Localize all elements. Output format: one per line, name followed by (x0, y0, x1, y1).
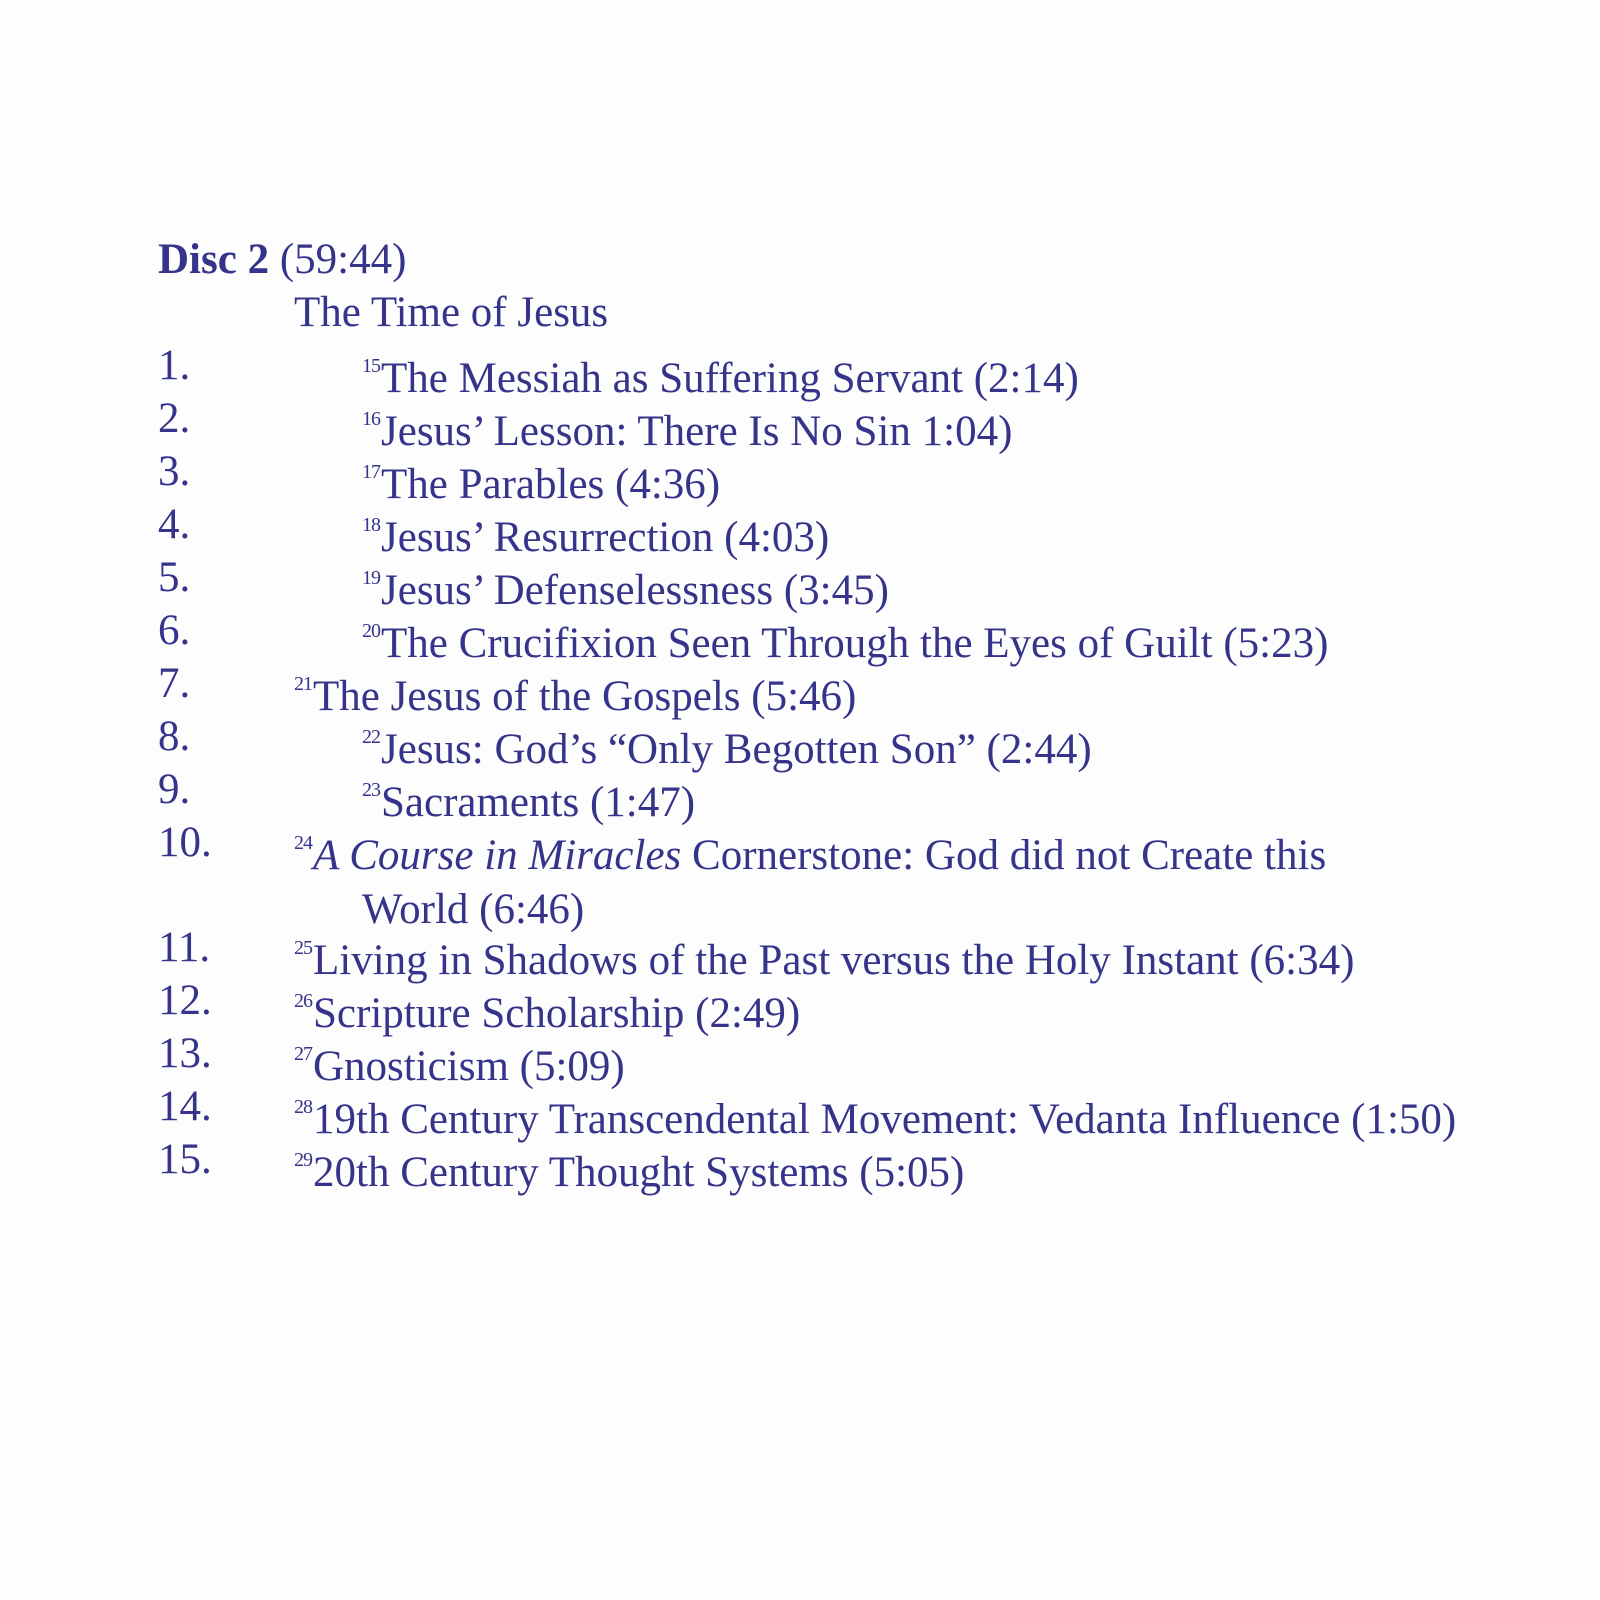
track-title: Jesus’ Resurrection (4:03) (381, 514, 830, 561)
track-title: 19th Century Transcendental Movement: Vedanta Influence (1:50) (313, 1096, 1457, 1143)
track-title: 20th Century Thought Systems (5:05) (313, 1149, 965, 1196)
track-title: The Parables (4:36) (381, 461, 721, 508)
track-number: 9. (158, 766, 191, 813)
footnote-marker: 29 (294, 1149, 312, 1171)
track-number: 8. (158, 713, 191, 760)
footnote-marker: 26 (294, 990, 312, 1012)
disc-header (158, 233, 406, 287)
track-entry (294, 1133, 964, 1200)
footnote-marker: 27 (294, 1043, 312, 1065)
track-title: Scripture Scholarship (2:49) (313, 990, 801, 1037)
track-number: 4. (158, 501, 191, 548)
track-number: 12. (158, 977, 212, 1024)
track-number: 6. (158, 607, 191, 654)
track-title-italic: A Course in Miracles (313, 832, 682, 879)
track-title-continuation: World (6:46) (362, 886, 585, 933)
footnote-marker: 23 (362, 779, 380, 801)
track-title: The Jesus of the Gospels (5:46) (313, 673, 857, 720)
footnote-marker: 17 (362, 461, 380, 483)
track-number: 7. (158, 660, 191, 707)
track-number: 10. (158, 819, 212, 866)
track-number: 11. (158, 924, 211, 971)
footnote-marker: 22 (362, 726, 380, 748)
section-heading: The Time of Jesus (294, 289, 609, 336)
track-title: The Crucifixion Seen Through the Eyes of Guilt (5:23) (381, 620, 1329, 667)
track-title: Gnosticism (5:09) (313, 1043, 625, 1090)
footnote-marker: 19 (362, 567, 380, 589)
track-title: Cornerstone: God did not Create this (681, 832, 1327, 879)
track-title: Living in Shadows of the Past versus the Holy Instant (6:34) (313, 937, 1355, 984)
track-title: Sacraments (1:47) (381, 779, 696, 826)
track-title: Jesus’ Defenselessness (3:45) (381, 567, 889, 614)
track-entry (294, 816, 1326, 937)
track-number: 13. (158, 1030, 212, 1077)
track-number: 2. (158, 395, 191, 442)
disc-label: Disc 2 (158, 236, 270, 283)
track-title: Jesus: God’s “Only Begotten Son” (2:44) (381, 726, 1092, 773)
track-number: 1. (158, 342, 191, 389)
track-number: 3. (158, 448, 191, 495)
track-number: 14. (158, 1083, 212, 1130)
track-title: Jesus’ Lesson: There Is No Sin 1:04) (381, 408, 1013, 455)
footnote-marker: 25 (294, 937, 312, 959)
track-number: 15. (158, 1136, 212, 1183)
track-title: The Messiah as Suffering Servant (2:14) (381, 355, 1079, 402)
footnote-marker: 15 (362, 355, 380, 377)
footnote-marker: 16 (362, 408, 380, 430)
footnote-marker: 24 (294, 832, 312, 854)
footnote-marker: 20 (362, 620, 380, 642)
footnote-marker: 18 (362, 514, 380, 536)
footnote-marker: 21 (294, 673, 312, 695)
disc-duration: (59:44) (279, 236, 407, 283)
track-number: 5. (158, 554, 191, 601)
footnote-marker: 28 (294, 1096, 312, 1118)
